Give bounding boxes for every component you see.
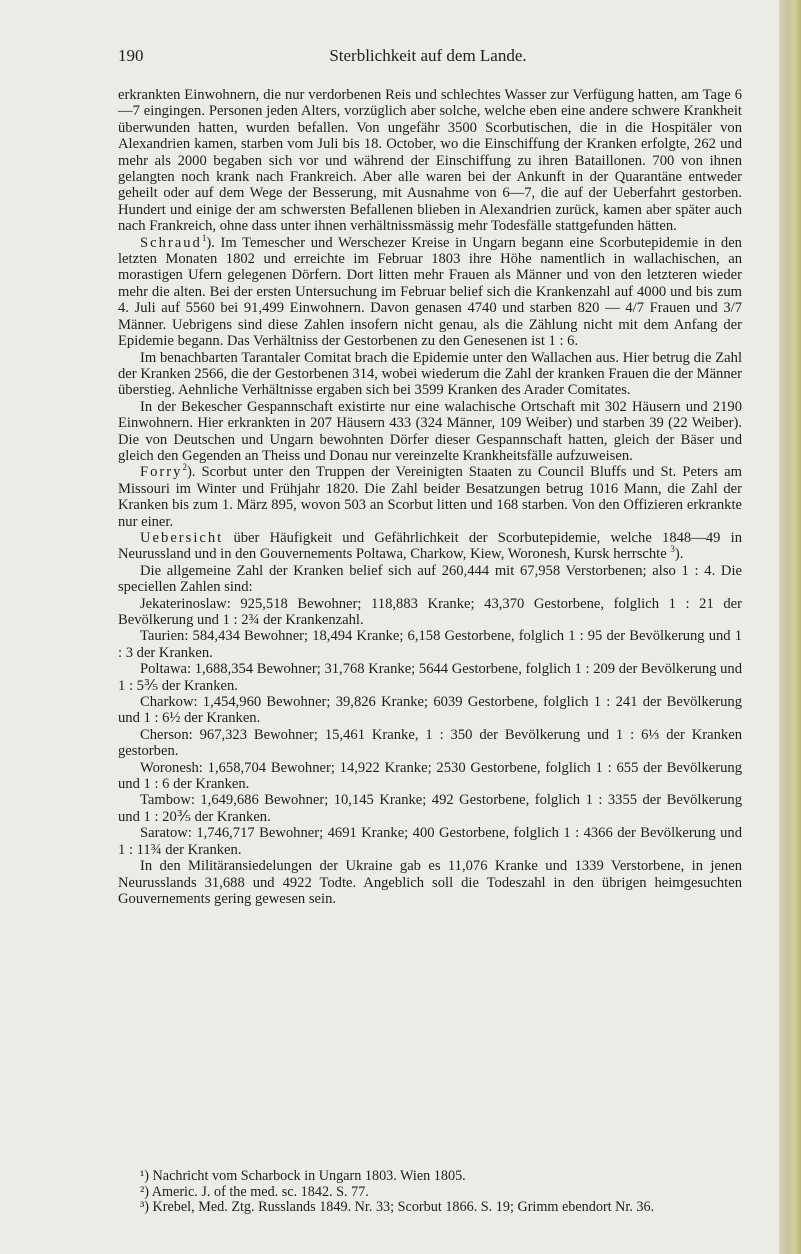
footnote-mark: 2	[182, 462, 187, 473]
province-entry: Jekaterinoslaw: 925,518 Bewohner; 118,883 Kranke; 43,370 Gestorbene, folglich 1 : 21 der Bevölkerung und 1 : 2¾ der Krankenzahl.	[118, 595, 742, 628]
page-edge	[779, 0, 801, 1254]
paragraph: Forry$^2$). Scorbut unter den Truppen der Vereinigten Staaten zu Council Bluffs und St. Peters am Missouri im Winter und Frühjahr 1820. Die Zahl beider Besatzungen betrug 1016 Mann, die Zahl der Kranken bis zum 1. März 895, wovon 503 an Scorbut litten und 168 starben. Von den Offizieren erkrankte nur einer.	[118, 462, 742, 530]
author-name: Schraud	[140, 234, 202, 251]
paragraph-text: Scorbut unter den Truppen der Vereinigten Staaten zu Council Bluffs und St. Peters am Missouri im Winter und Frühjahr 1820. Die Zahl beider Besatzungen betrug 1016 Mann, die Zahl der Kranken bis zum 1. März 895, wovon 503 an Scorbut litten und 168 starben. Von den Offizieren erkrankte nur einer.	[118, 464, 742, 530]
paragraph: erkrankten Einwohnern, die nur verdorbenen Reis und schlechtes Wasser zur Verfügung hatten, am Tage 6—7 eingingen. Personen jeden Alters, vorzüglich aber solche, welche eben eine andere schwere Krankheit überwunden hatten, wurden befallen. Von ungefähr 3500 Scorbutischen, die in die Hospitäler von Alexandrien kamen, starben vom Juli bis 18. October, wo die Einschiffung der Kranken erfolgte, 262 und mehr als 2000 begaben sich vor und während der Einschiffung zu ihren Bataillonen. 700 von ihnen gelangten noch krank nach Frankreich. Aber alle waren bei der Ankunft in der Quarantäne entweder geheilt oder auf dem Wege der Besserung, mit Ausnahme von 6—7, die auf der Ueberfahrt gestorben. Hundert und einige der am schwersten Befallenen blieben in Alexandrien zurück, kamen aber später auch nach Frankreich, ohne dass unter ihnen verhältnissmässig mehr Todesfälle stattgefunden hätten.	[118, 87, 742, 235]
province-entry: Woronesh: 1,658,704 Bewohner; 14,922 Kranke; 2530 Gestorbene, folglich 1 : 655 der Bevölkerung und 1 : 6 der Kranken.	[118, 759, 742, 793]
footnote-mark: 3	[670, 544, 675, 555]
paragraph: Schraud$^1$). Im Temescher und Werschezer Kreise in Ungarn begann eine Scorbutepidemie in den letzten Monaten 1802 und erreichte im Februar 1803 ihre Höhe namentlich in wallachischen, an morastigen Ufern gelegenen Dörfern. Dort litten mehr Frauen als Männer und von den letzteren wieder mehr die alten. Bei der ersten Untersuchung im Februar belief sich die Krankenzahl auf 4000 und bis zum 4. Juli auf 5560 bei 91,499 Einwohnern. Davon genasen 4740 und starben 820 — 4/7 Frauen und 3/7 Männer. Uebrigens sind diese Zahlen insofern nicht genau, als die Zählung nicht mit dem Anfang der Epidemie begann. Das Verhältniss der Gestorbenen zu den Genesenen ist 1 : 6.	[118, 232, 742, 350]
province-entry: Taurien: 584,434 Bewohner; 18,494 Kranke; 6,158 Gestorbene, folglich 1 : 95 der Bevölkerung und 1 : 3 der Kranken.	[118, 628, 742, 661]
paragraph: In der Bekescher Gespannschaft existirte nur eine walachische Ortschaft mit 302 Häusern und 2190 Einwohnern. Hier erkrankten in 207 Häusern 433 (324 Männer, 109 Weiber) und starben 39 (22 Weiber). Die von Deutschen und Ungarn bewohnten Dörfer dieser Gespannschaft hatten, gleich der Bäser und gleich den Gegenden an Theiss und Donau nur vereinzelte Krankheitsfälle aufzuweisen.	[118, 398, 742, 464]
province-entry: Charkow: 1,454,960 Bewohner; 39,826 Kranke; 6039 Gestorbene, folglich 1 : 241 der Bevölkerung und 1 : 6½ der Kranken.	[118, 694, 742, 727]
footnote-mark: 1	[201, 232, 207, 243]
page-header	[118, 46, 738, 68]
running-title: Sterblichkeit auf dem Lande.	[329, 46, 527, 65]
province-entry: Poltawa: 1,688,354 Bewohner; 31,768 Kranke; 5644 Gestorbene, folglich 1 : 209 der Bevölkerung und 1 : 5⅗ der Kranken.	[118, 661, 742, 694]
paragraph: In den Militäransiedelungen der Ukraine gab es 11,076 Kranke und 1339 Verstorbene, in jenen Neurusslands 31,688 und 4922 Todte. Angeblich soll die Todeszahl in den übrigen heimgesuchten Gouvernements gering gewesen sein.	[118, 858, 742, 907]
province-entry: Tambow: 1,649,686 Bewohner; 10,145 Kranke; 492 Gestorbene, folglich 1 : 3355 der Bevölkerung und 1 : 20⅗ der Kranken.	[118, 792, 742, 825]
page-number: 190	[118, 46, 144, 65]
paragraph: Im benachbarten Tarantaler Comitat brach die Epidemie unter den Wallachen aus. Hier betrug die Zahl der Kranken 2566, die der Gestorbenen 314, wobei wiederum die Zahl der kranken Frauen die der Männer überstieg. Aehnliche Verhältnisse ergaben sich bei 3599 Kranken des Arader Comitates.	[118, 349, 742, 399]
paragraph: Die allgemeine Zahl der Kranken belief sich auf 260,444 mit 67,958 Verstorbenen; also 1 : 4. Die speciellen Zahlen sind:	[118, 562, 742, 596]
province-entry: Cherson: 967,323 Bewohner; 15,461 Kranke, 1 : 350 der Bevölkerung und 1 : 6⅓ der Kranken gestorben.	[118, 726, 742, 760]
paragraph: Uebersicht über Häufigkeit und Gefährlichkeit der Scorbutepidemie, welche 1848—49 in Neurussland und in den Gouvernements Poltawa, Charkow, Kiew, Woronesh, Kursk herrschte $^3$).	[118, 529, 742, 563]
footnote: ²) Americ. J. of the med. sc. 1842. S. 77.	[140, 1183, 369, 1200]
author-name: Forry	[140, 464, 183, 481]
paragraph-text: über Häufigkeit und Gefährlichkeit der Scorbutepidemie, welche 1848—49 in Neurussland und in den Gouvernements Poltawa, Charkow, Kiew, Woronesh, Kursk herrschte	[118, 529, 742, 563]
section-lead: Uebersicht	[140, 529, 224, 546]
main-text	[118, 87, 742, 907]
province-entry: Saratow: 1,746,717 Bewohner; 4691 Kranke; 400 Gestorbene, folglich 1 : 4366 der Bevölkerung und 1 : 11¾ der Kranken.	[118, 825, 742, 858]
footnote: ³) Krebel, Med. Ztg. Russlands 1849. Nr. 33; Scorbut 1866. S. 19; Grimm ebendort Nr. 36.	[140, 1199, 655, 1216]
paragraph-text: Im Temescher und Werschezer Kreise in Ungarn begann eine Scorbutepidemie in den letzten Monaten 1802 und erreichte im Februar 1803 ihre Höhe namentlich in wallachischen, an morastigen Ufern gelegenen Dörfern. Dort litten mehr Frauen als Männer und von den letzteren wieder mehr die alten. Bei der ersten Untersuchung im Februar belief sich die Krankenzahl auf 4000 und bis zum 4. Juli auf 5560 bei 91,499 Einwohnern. Davon genasen 4740 und starben 820 — 4/7 Frauen und 3/7 Männer. Uebrigens sind diese Zahlen insofern nicht genau, als die Zählung nicht mit dem Anfang der Epidemie begann. Das Verhältniss der Gestorbenen zu den Genesenen ist 1 : 6.	[118, 234, 742, 350]
footnote: ¹) Nachricht vom Scharbock in Ungarn 1803. Wien 1805.	[140, 1168, 466, 1184]
footnotes	[118, 1169, 742, 1216]
